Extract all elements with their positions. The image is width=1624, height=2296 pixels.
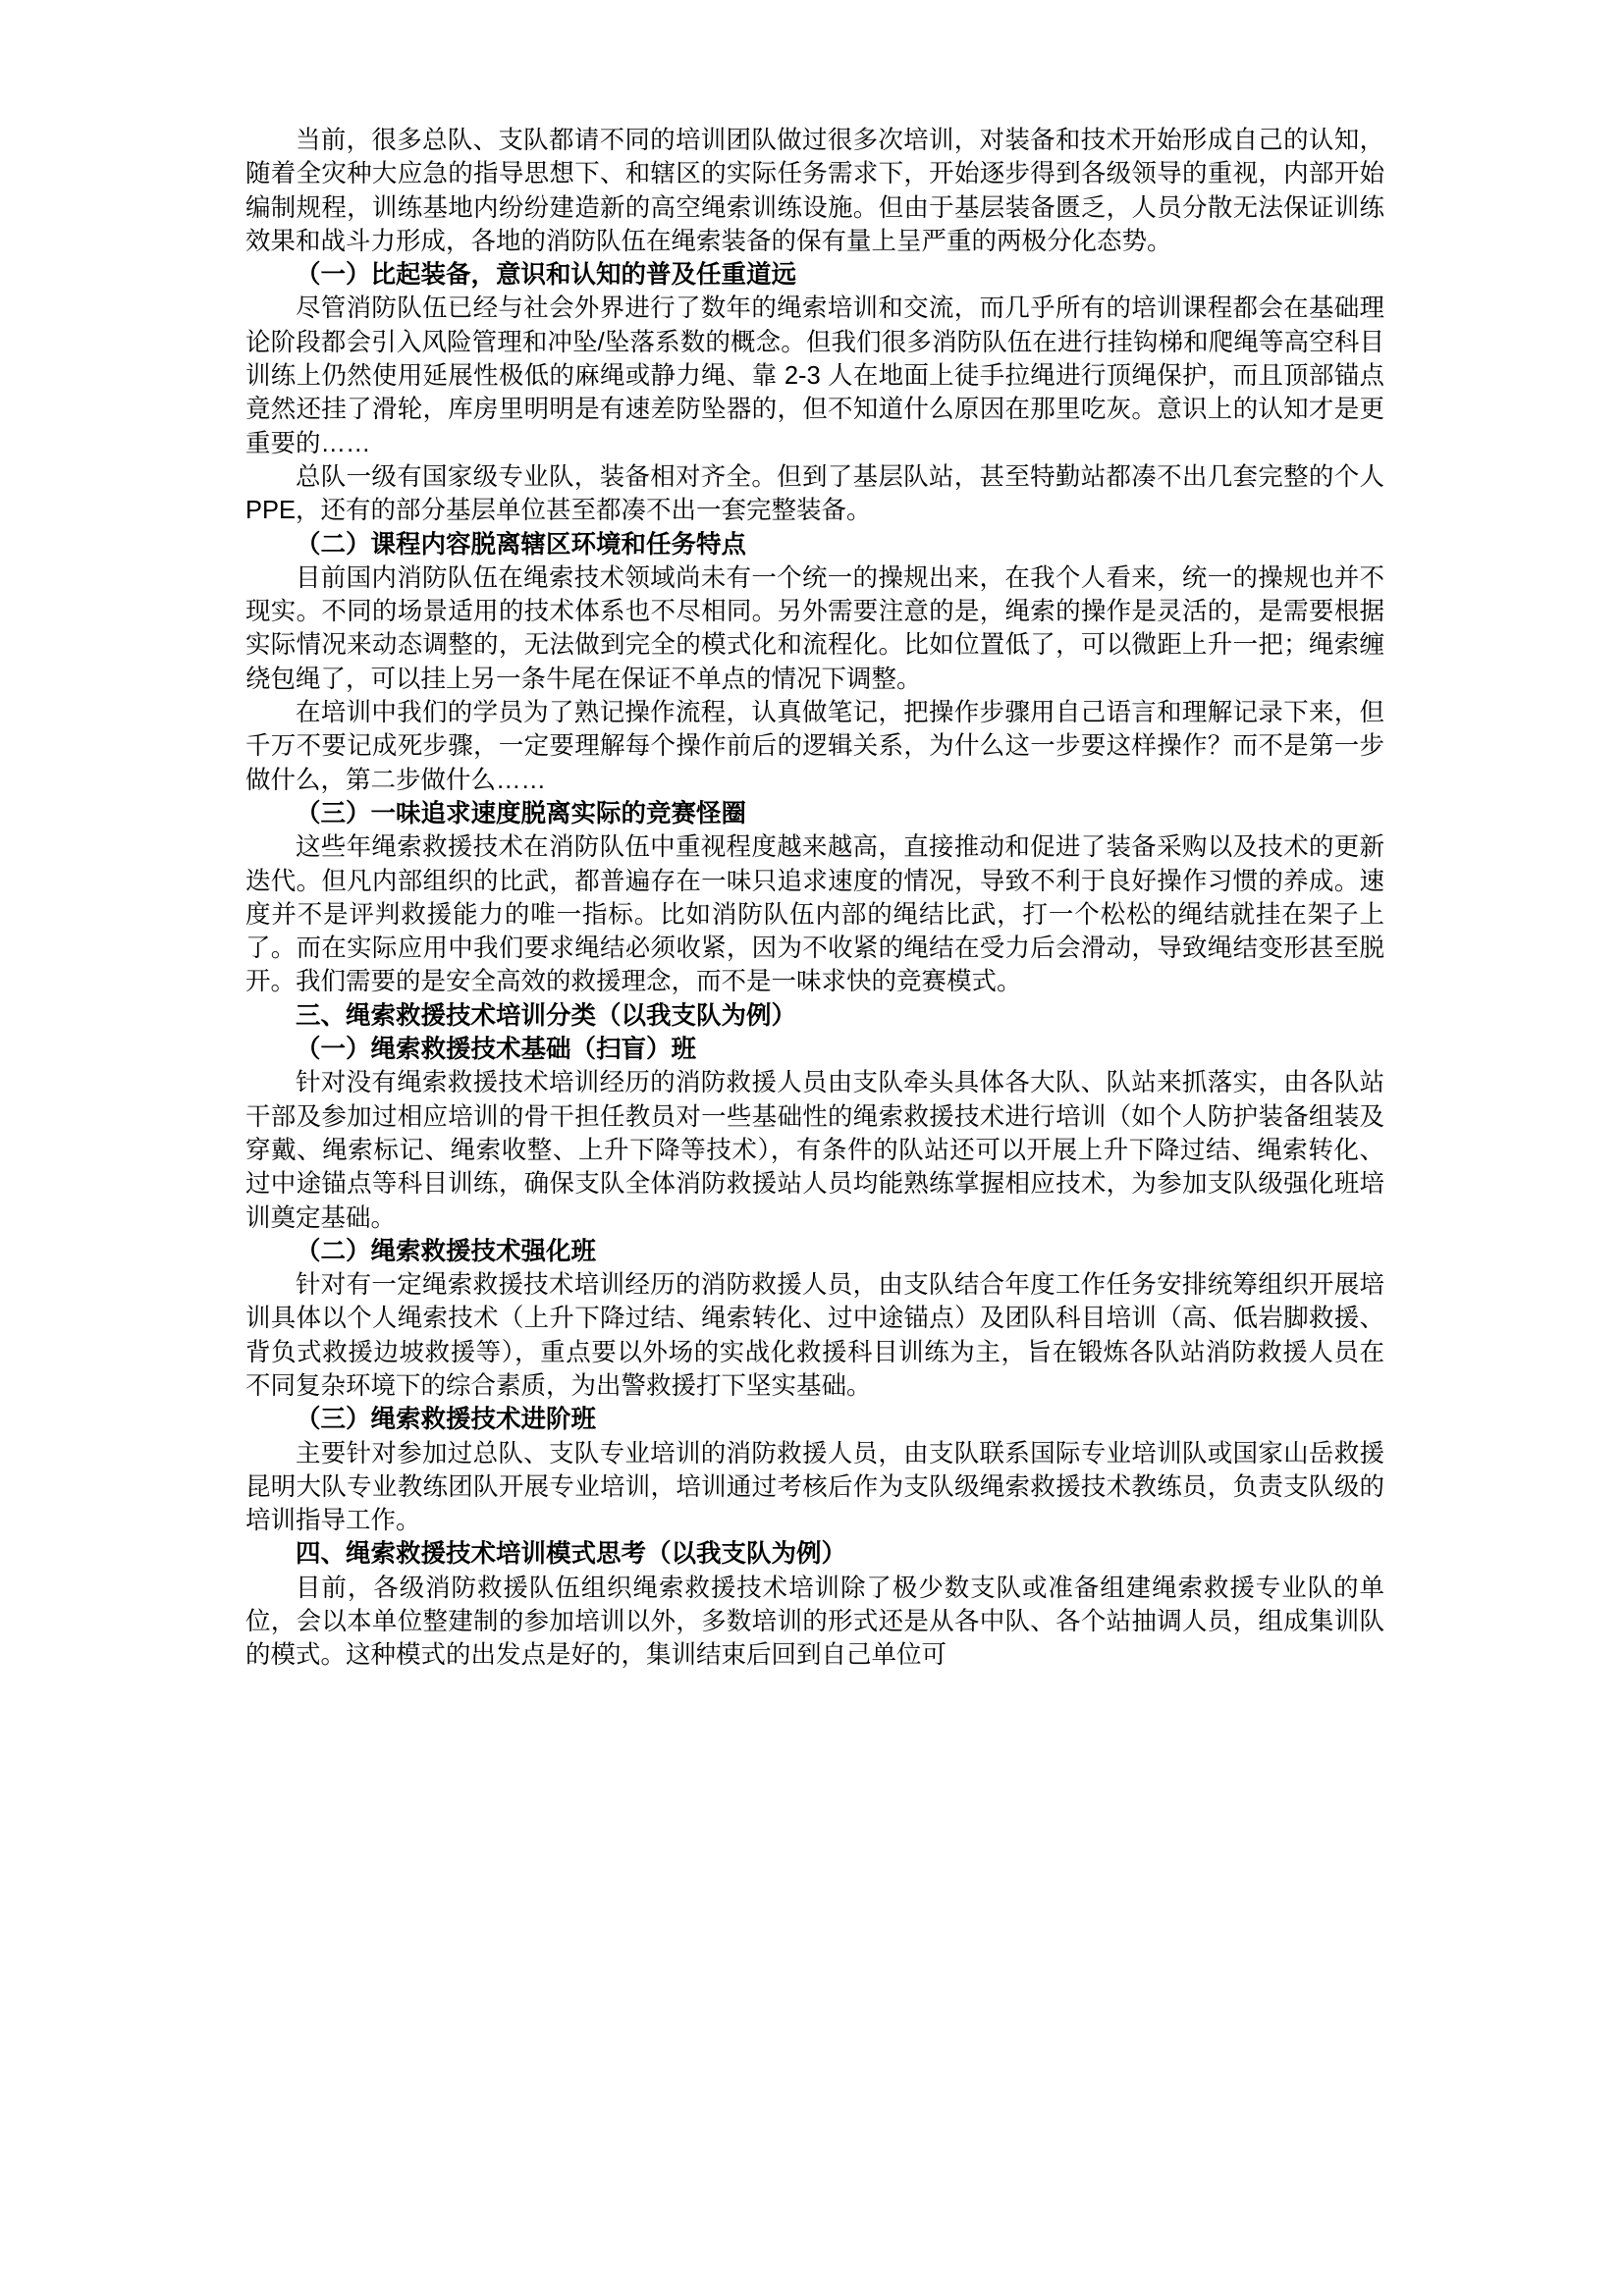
paragraph-3-1-body: 针对没有绳索救援技术培训经历的消防救援人员由支队牵头具体各大队、队站来抓落实，由各队站干部及参加过相应培训的骨干担任教员对一些基础性的绳索救援技术进行培训（如个人防护装备组装及穿戴、绳索标记、绳索收整、上升下降等技术），有条件的队站还可以开展上升下降过结、绳索转化、过中途锚点等科目训练，确保支队全体消防救援站人员均能熟练掌握相应技术，为参加支队级强化班培训奠定基础。 — [245, 1069, 1384, 1232]
heading-section-3: 三、绳索救援技术培训分类（以我支队为例） — [296, 1001, 797, 1030]
paragraph-1-1-ppe: 总队一级有国家级专业队，装备相对齐全。但到了基层队站，甚至特勤站都凑不出几套完整的个人 PPE，还有的部分基层单位甚至都凑不出一套完整装备。 — [245, 462, 1384, 525]
heading-section-3-1: （一）绳索救援技术基础（扫盲）班 — [296, 1036, 697, 1064]
heading-section-1-2: （二）课程内容脱离辖区环境和任务特点 — [296, 530, 747, 559]
heading-section-4: 四、绳索救援技术培训模式思考（以我支队为例） — [296, 1540, 847, 1569]
paragraph-1-3-body: 这些年绳索救援技术在消防队伍中重视程度越来越高，直接推动和促进了装备采购以及技术的更新迭代。但凡内部组织的比武，都普遍存在一味只追求速度的情况，导致不利于良好操作习惯的养成。速度并不是评判救援能力的唯一指标。比如消防队伍内部的绳结比武，打一个松松的绳结就挂在架子上了。而在实际应用中我们要求绳结必须收紧，因为不收紧的绳结在受力后会滑动，导致绳结变形甚至脱开。我们需要的是安全高效的救援理念，而不是一味求快的竞赛模式。 — [245, 833, 1384, 996]
heading-section-1-1: （一）比起装备，意识和认知的普及任重道远 — [296, 261, 797, 290]
paragraph-1-1-body: 尽管消防队伍已经与社会外界进行了数年的绳索培训和交流，而几乎所有的培训课程都会在基础理论阶段都会引入风险管理和冲坠/坠落系数的概念。但我们很多消防队伍在进行挂钩梯和爬绳等高空科目训练上仍然使用延展性极低的麻绳或静力绳、靠 2-3 人在地面上徒手拉绳进行顶绳保护，而且顶部锚点竟然还挂了滑轮，库房里明明是有速差防坠器的，但不知道什么原因在那里吃灰。意识上的认知才是更重要的…… — [245, 294, 1384, 457]
paragraph-1-2-notes: 在培训中我们的学员为了熟记操作流程，认真做笔记，把操作步骤用自己语言和理解记录下来，但千万不要记成死步骤，一定要理解每个操作前后的逻辑关系，为什么这一步要这样操作？而不是第一步做什么，第二步做什么…… — [245, 699, 1384, 794]
heading-section-1-3: （三）一味追求速度脱离实际的竞赛怪圈 — [296, 799, 747, 828]
document-body — [245, 124, 1384, 1673]
paragraph-3-2-body: 针对有一定绳索救援技术培训经历的消防救援人员，由支队结合年度工作任务安排统筹组织开展培训具体以个人绳索技术（上升下降过结、绳索转化、过中途锚点）及团队科目培训（高、低岩脚救援、背负式救援边坡救援等），重点要以外场的实战化救援科目训练为主，旨在锻炼各队站消防救援人员在不同复杂环境下的综合素质，为出警救援打下坚实基础。 — [245, 1271, 1384, 1400]
heading-section-3-2: （二）绳索救援技术强化班 — [296, 1237, 597, 1265]
paragraph-4-body: 目前，各级消防救援队伍组织绳索救援技术培训除了极少数支队或准备组建绳索救援专业队的单位，会以本单位整建制的参加培训以外，多数培训的形式还是从各中队、各个站抽调人员，组成集训队的模式。这种模式的出发点是好的，集训结束后回到自己单位可 — [245, 1574, 1384, 1670]
paragraph-3-3-body: 主要针对参加过总队、支队专业培训的消防救援人员，由支队联系国际专业培训队或国家山岳救援昆明大队专业教练团队开展专业培训，培训通过考核后作为支队级绳索救援技术教练员，负责支队级的培训指导工作。 — [245, 1439, 1384, 1535]
heading-section-3-3: （三）绳索救援技术进阶班 — [296, 1406, 597, 1434]
paragraph-intro-current-state: 当前，很多总队、支队都请不同的培训团队做过很多次培训，对装备和技术开始形成自己的认知，随着全灾种大应急的指导思想下、和辖区的实际任务需求下，开始逐步得到各级领导的重视，内部开始编制规程，训练基地内纷纷建造新的高空绳索训练设施。但由于基层装备匮乏，人员分散无法保证训练效果和战斗力形成，各地的消防队伍在绳索装备的保有量上呈严重的两极分化态势。 — [245, 127, 1384, 255]
paragraph-1-2-body: 目前国内消防队伍在绳索技术领域尚未有一个统一的操规出来，在我个人看来，统一的操规也并不现实。不同的场景适用的技术体系也不尽相同。另外需要注意的是，绳索的操作是灵活的，是需要根据实际情况来动态调整的，无法做到完全的模式化和流程化。比如位置低了，可以微距上升一把；绳索缠绕包绳了，可以挂上另一条牛尾在保证不单点的情况下调整。 — [245, 563, 1384, 693]
